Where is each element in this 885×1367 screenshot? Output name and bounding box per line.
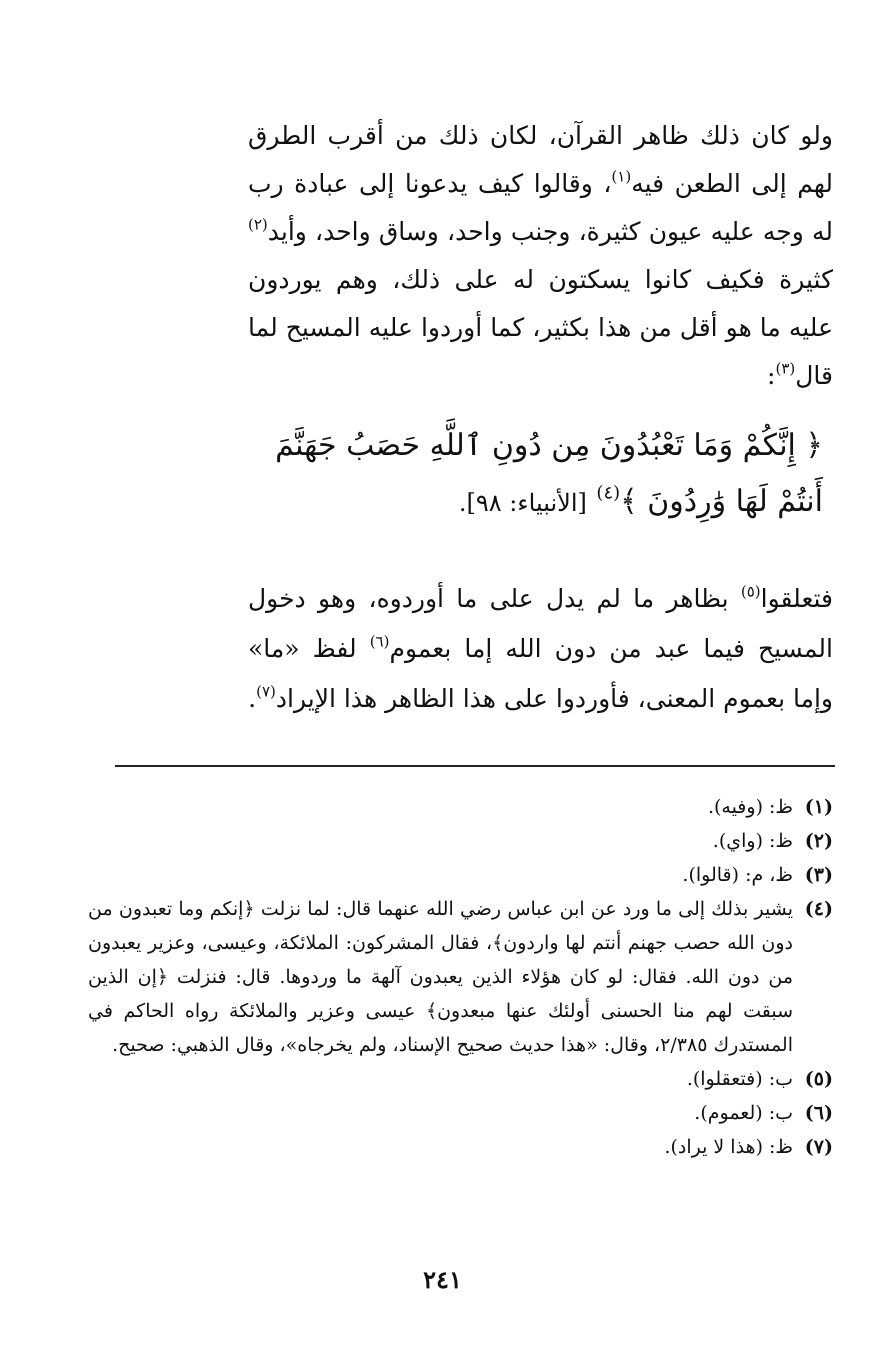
footnote-number: (٤): [804, 898, 833, 920]
text-line: عليه عيون كثيرة، وجنب واحد، وساق واحد، وأيد: [267, 217, 755, 246]
text-line: ما هو أقل من هذا بكثير، كما أوردوا عليه المسيح لما: [248, 313, 781, 342]
footnote-text: ظ: (وفيه).: [707, 796, 793, 818]
text-segment: فتعلقوا: [760, 584, 833, 613]
footnote: [88, 858, 833, 892]
verse-line: ﴿ إِنَّكُمْ وَمَا تَعْبُدُونَ مِن دُونِ ٱللَّهِ حَصَبُ جَهَنَّمَ: [275, 428, 823, 463]
footnote: [88, 1062, 833, 1096]
text-line: إلى الطعن فيه: [631, 169, 787, 198]
footnote-text: ب: (فتعقلوا).: [686, 1068, 793, 1090]
footnote-text: ظ: (هذا لا يراد).: [664, 1136, 793, 1158]
text-segment: بظاهر ما لم يدل على ما أوردوه، وهو دخول المسيح فيما عبد من دون الله إما بعموم: [248, 584, 833, 663]
footnote-text: ظ: (واي).: [712, 830, 793, 852]
footnote: [88, 892, 833, 1062]
text-segment: .: [248, 684, 257, 713]
text-segment: لفظ «ما» وإما بعموم المعنى، فأوردوا على هذا الظاهر هذا الإيراد: [248, 634, 833, 713]
footnote: [88, 790, 833, 824]
footnote-text: ظ، م: (قالوا).: [682, 864, 793, 886]
footnote-marker: (٣): [775, 359, 796, 378]
footnotes: [88, 790, 833, 1164]
text-line: قال: [795, 361, 833, 390]
footnote-number: (٦): [804, 1102, 833, 1124]
footnote-marker: (٥): [740, 582, 761, 601]
footnote-number: (١): [804, 796, 833, 818]
footnote-number: (٧): [804, 1136, 833, 1158]
footnote-text: ب: (لعموم).: [694, 1102, 793, 1124]
footnote-marker: (٧): [256, 682, 276, 701]
main-paragraph: [248, 112, 833, 400]
footnote-marker: (٤): [596, 482, 621, 504]
quran-verse: [243, 418, 823, 531]
text-line: ، وقالوا كيف يدعونا إلى عبادة رب له وجه: [248, 169, 833, 246]
text-line: كثيرة فكيف كانوا يسكتون له على ذلك، وهم يوردون عليه: [248, 265, 833, 342]
page-number: ٢٤١: [423, 1265, 462, 1294]
second-paragraph: [248, 574, 833, 724]
verse-line: أَنتُمْ لَهَا وَٰرِدُونَ ﴾: [620, 484, 823, 519]
text-line: :: [767, 361, 776, 390]
footnote-text: يشير بذلك إلى ما ورد عن ابن عباس رضي الله عنهما قال: لما نزلت ﴿إنكم وما تعبدون من دون الله حصب جهنم أنتم لها واردون﴾، فقال المشركون: الملائكة، وعيسى، وعزير يعبدون من دون الله. فقال: لو كان هؤلاء الذين يعبدون آلهة ما وردوها. قال: فنزلت ﴿إن الذين سبقت لهم منا الحسنى أولئك عنها مبعدون﴾ عيسى وعزير والملائكة رواه الحاكم في المستدرك ٢/٣٨٥، وقال: «هذا حديث صحيح الإسناد، ولم يخرجاه»، وقال الذهبي: صحيح.: [88, 898, 793, 1056]
footnote: [88, 1096, 833, 1130]
footnote-marker: (١): [611, 167, 632, 186]
footnote-marker: (٦): [369, 632, 390, 651]
footnote-marker: (٢): [248, 215, 268, 234]
footnote-number: (٥): [804, 1068, 833, 1090]
footnote: [88, 824, 833, 858]
text-line: ولو كان ذلك ظاهر القرآن، لكان ذلك من أقرب الطرق لهم: [248, 121, 834, 198]
footnote-divider: [115, 765, 835, 767]
verse-reference: [الأنبياء: ٩٨].: [458, 489, 587, 517]
footnote-number: (٣): [804, 864, 833, 886]
footnote-number: (٢): [804, 830, 833, 852]
footnote: [88, 1130, 833, 1164]
